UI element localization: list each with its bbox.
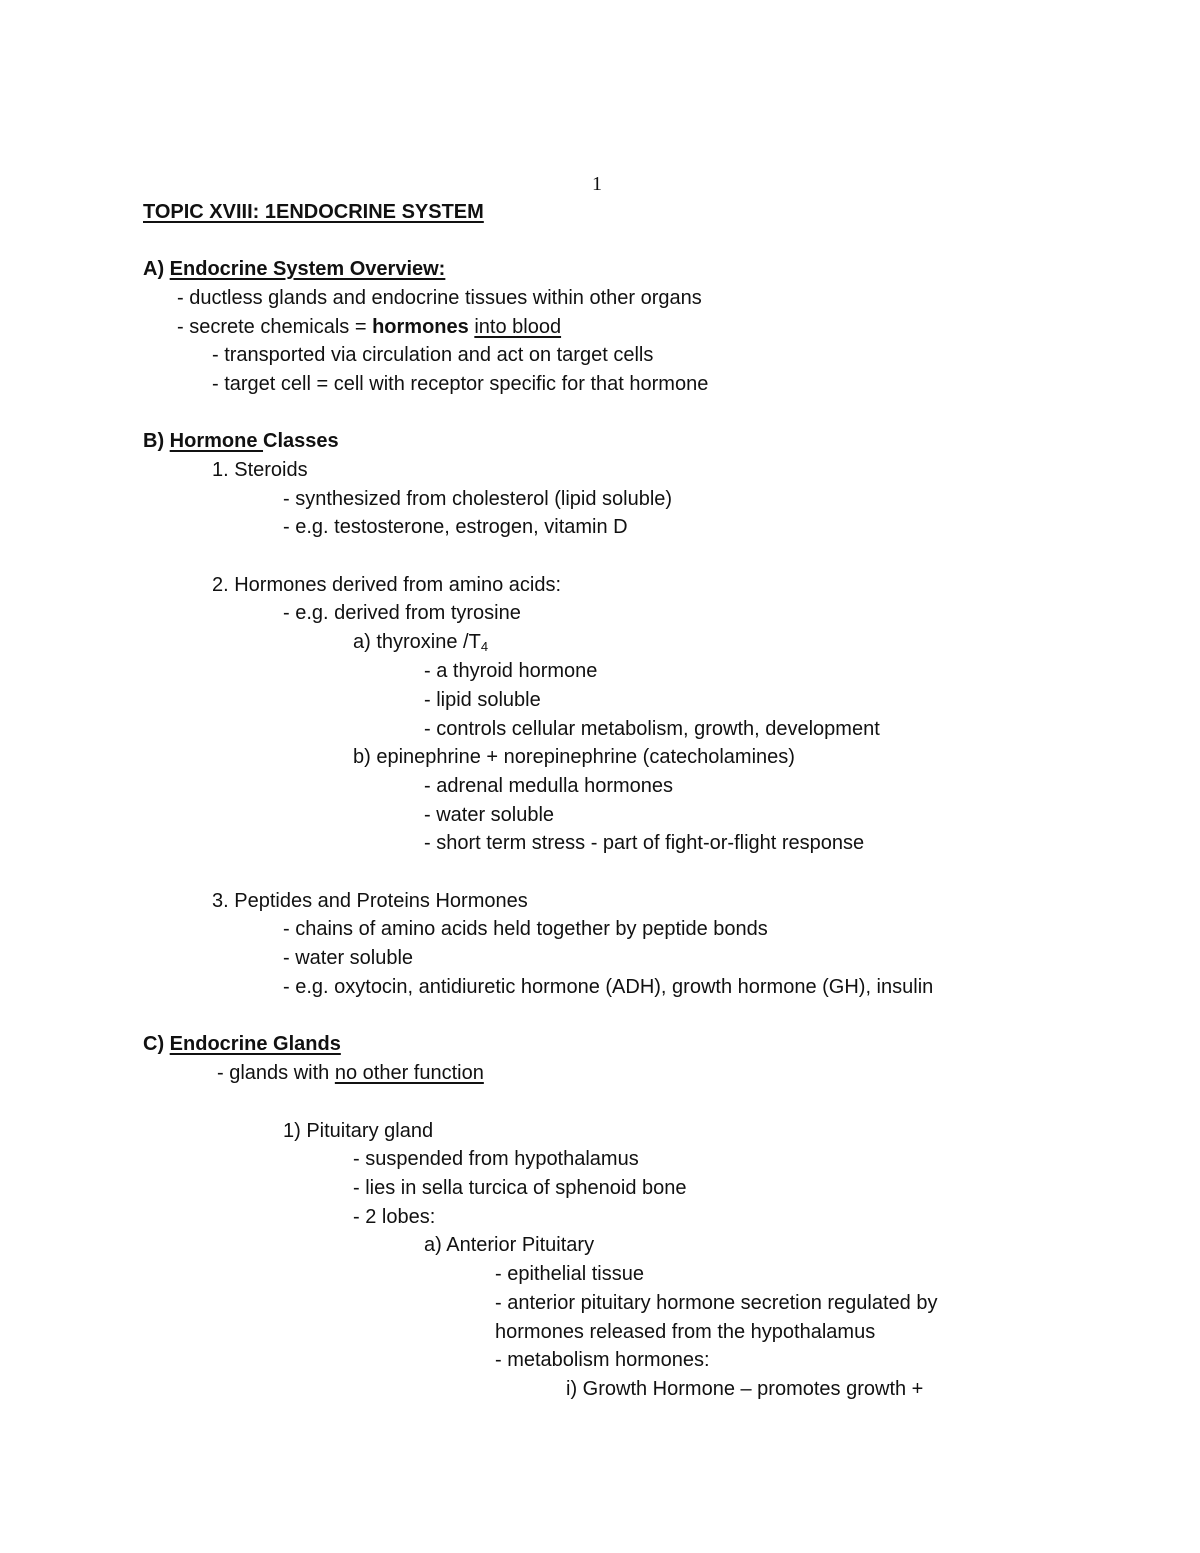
pituitary-gland-item: 1) Pituitary gland [283, 1120, 434, 1142]
peptide-hormones-item: 3. Peptides and Proteins Hormones [212, 890, 528, 912]
thyroxine-line-2: - lipid soluble [424, 689, 541, 711]
steroids-item: 1. Steroids [212, 459, 308, 481]
anterior-pituitary-item: a) Anterior Pituitary [424, 1234, 595, 1256]
catecholamines-item: b) epinephrine + norepinephrine (catecholamines) [353, 746, 795, 768]
anterior-pituitary-line-2: - anterior pituitary hormone secretion regulated by [495, 1292, 938, 1314]
section-c-line-1 [217, 1061, 484, 1085]
section-b-title-underlined: Hormone [169, 430, 264, 452]
section-a-line-2-text: - secrete chemicals = [177, 316, 373, 338]
catecholamines-line-1: - adrenal medulla hormones [424, 775, 674, 797]
section-c-heading [143, 1032, 341, 1056]
section-a-line-4: - target cell = cell with receptor specific for that hormone [212, 373, 709, 395]
amino-acid-hormones-item: 2. Hormones derived from amino acids: [212, 574, 562, 596]
document-title: TOPIC XVIII: 1ENDOCRINE SYSTEM [143, 201, 484, 223]
steroids-line-1: - synthesized from cholesterol (lipid soluble) [283, 488, 673, 510]
thyroxine-line-1: - a thyroid hormone [424, 660, 598, 682]
anterior-pituitary-line-3: - metabolism hormones: [495, 1349, 710, 1371]
section-a-line-2 [177, 315, 561, 339]
section-c-prefix: C) [143, 1033, 170, 1055]
section-c-title: Endocrine Glands [169, 1033, 341, 1055]
thyroxine-label: a) thyroxine /T [353, 631, 481, 653]
section-c-line-1-text: - glands with [217, 1062, 335, 1084]
section-b-title-rest: Classes [263, 430, 339, 452]
thyroxine-subscript: 4 [480, 639, 489, 654]
thyroxine-item [353, 630, 488, 654]
anterior-pituitary-line-2-cont: hormones released from the hypothalamus [495, 1321, 876, 1343]
amino-acid-line-1: - e.g. derived from tyrosine [283, 602, 521, 624]
section-a-line-1: - ductless glands and endocrine tissues within other organs [177, 287, 702, 309]
pituitary-line-2: - lies in sella turcica of sphenoid bone [353, 1177, 687, 1199]
catecholamines-line-3: - short term stress - part of fight-or-flight response [424, 832, 865, 854]
section-a-line-3: - transported via circulation and act on target cells [212, 344, 654, 366]
section-a-prefix: A) [143, 258, 170, 280]
no-other-function-term: no other function [334, 1062, 484, 1084]
section-a-title: Endocrine System Overview: [169, 258, 446, 280]
steroids-line-2: - e.g. testosterone, estrogen, vitamin D [283, 516, 628, 538]
growth-hormone-item: i) Growth Hormone – promotes growth + [566, 1378, 924, 1400]
anterior-pituitary-line-1: - epithelial tissue [495, 1263, 644, 1285]
section-b-heading [143, 429, 339, 453]
into-blood-term: into blood [474, 316, 562, 338]
thyroxine-line-3: - controls cellular metabolism, growth, development [424, 718, 880, 740]
pituitary-line-1: - suspended from hypothalamus [353, 1148, 639, 1170]
catecholamines-line-2: - water soluble [424, 804, 555, 826]
section-b-prefix: B) [143, 430, 170, 452]
peptide-line-3: - e.g. oxytocin, antidiuretic hormone (ADH), growth hormone (GH), insulin [283, 976, 934, 998]
section-a-heading [143, 257, 445, 281]
hormones-term: hormones [372, 316, 469, 338]
peptide-line-2: - water soluble [283, 947, 414, 969]
pituitary-line-3: - 2 lobes: [353, 1206, 436, 1228]
peptide-line-1: - chains of amino acids held together by peptide bonds [283, 918, 768, 940]
page-number: 1 [592, 173, 602, 195]
